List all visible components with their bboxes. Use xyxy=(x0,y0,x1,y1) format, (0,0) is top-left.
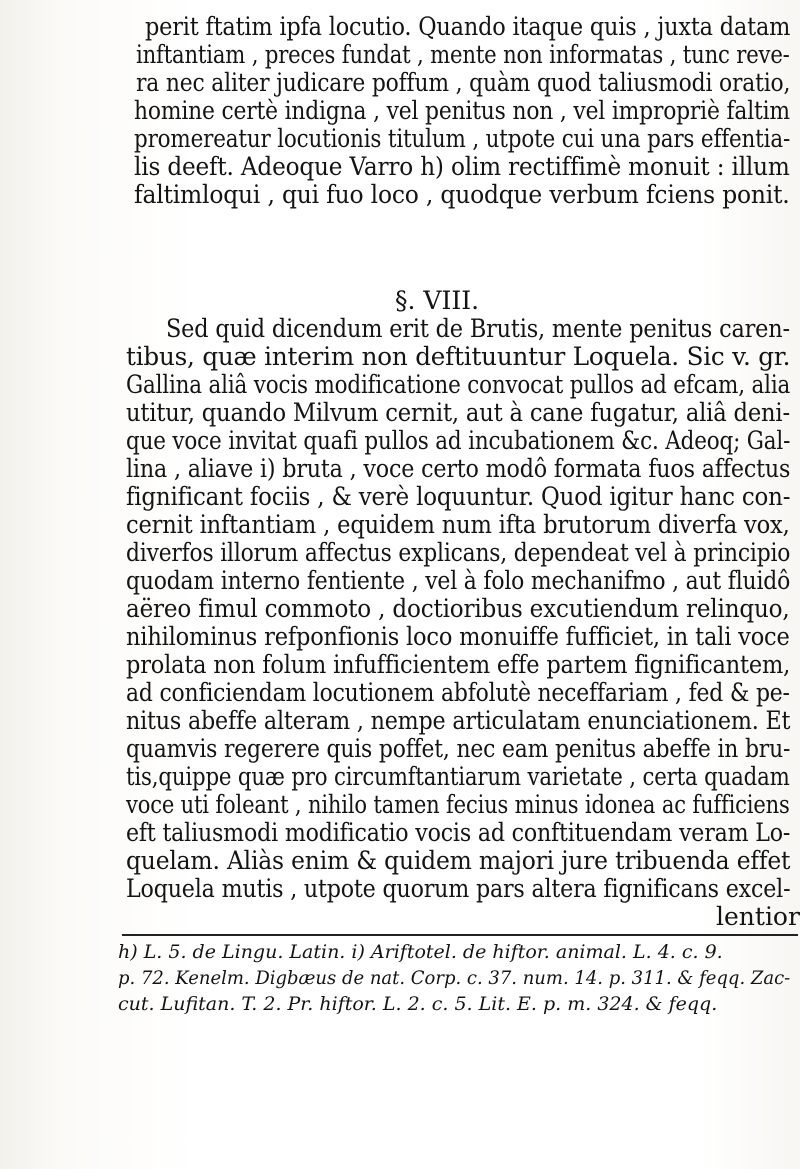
body-line-5: promereatur locutionis titulum , utpote cui una pars effentia- xyxy=(134,124,791,153)
section-line-13: prolata non folum infufficientem effe partem fignificantem, xyxy=(126,650,791,679)
section-line-16: quamvis regerere quis poffet, nec eam penitus abeffe in bru- xyxy=(126,734,791,763)
catchword: lentior xyxy=(716,902,800,931)
section-line-9: diverfos illorum affectus explicans, dependeat vel à principio xyxy=(126,538,791,567)
footnote-line-1: h) L. 5. de Lingu. Latin. i) Ariftotel. de hiftor. animal. L. 4. c. 9. xyxy=(118,941,723,963)
section-line-8: cernit inftantiam , equidem num ifta brutorum diverfa vox, xyxy=(126,510,790,539)
section-line-19: eft taliusmodi modificatio vocis ad conftituendam veram Lo- xyxy=(126,818,791,847)
footnote-line-2: p. 72. Kenelm. Digbæus de nat. Corp. c. 37. num. 14. p. 311. & feqq. Zac- xyxy=(118,967,791,989)
section-line-6: lina , aliave i) bruta , voce certo modô formata fuos affectus xyxy=(126,454,791,483)
body-line-2: inftantiam , preces fundat , mente non informatas , tunc reve- xyxy=(136,40,790,69)
section-line-7: fignificant fociis , & verè loquuntur. Quod igitur hanc con- xyxy=(126,482,791,511)
section-line-15: nitus abeffe alteram , nempe articulatam enunciationem. Et xyxy=(126,706,791,735)
footnote-line-3: cut. Lufitan. T. 2. Pr. hiftor. L. 2. c. 5. Lit. E. p. m. 324. & feqq. xyxy=(118,993,718,1015)
body-line-4: homine certè indigna , vel penitus non , vel impropriè faltim xyxy=(134,96,790,125)
body-line-7: faltimloqui , qui fuo loco , quodque verbum fciens ponit. xyxy=(134,180,790,209)
footnote-rule xyxy=(122,934,798,936)
section-line-2: tibus, quæ interim non deftituuntur Loquela. Sic v. gr. xyxy=(126,342,791,371)
section-line-4: utitur, quando Milvum cernit, aut à cane fugatur, aliâ deni- xyxy=(126,398,790,427)
body-line-1: perit ftatim ipfa locutio. Quando itaque quis , juxta datam xyxy=(145,12,791,41)
section-line-12: nihilominus refponfionis loco monuiffe fufficiet, in tali voce xyxy=(126,622,790,651)
section-line-14: ad conficiendam locutionem abfolutè neceffariam , fed & pe- xyxy=(126,678,790,707)
section-line-18: voce uti foleant , nihilo tamen fecius minus idonea ac fufficiens xyxy=(126,790,790,819)
section-line-1: Sed quid dicendum erit de Brutis, mente penitus caren- xyxy=(166,314,790,343)
section-line-5: que voce invitat quafi pullos ad incubationem &c. Adeoq; Gal- xyxy=(126,426,791,455)
section-heading: §. VIII. xyxy=(395,286,480,315)
body-line-3: ra nec aliter judicare poffum , quàm quod taliusmodi oratio, xyxy=(136,68,791,97)
section-line-10: quodam interno fentiente , vel à folo mechanifmo , aut fluidô xyxy=(126,566,791,595)
section-line-20: quelam. Aliàs enim & quidem majori jure tribuenda effet xyxy=(126,846,791,875)
section-line-3: Gallina aliâ vocis modificatione convocat pullos ad efcam, alia xyxy=(126,370,791,399)
section-line-21: Loquela mutis , utpote quorum pars altera fignificans excel- xyxy=(126,874,791,903)
section-line-17: tis,quippe quæ pro circumftantiarum varietate , certa quadam xyxy=(126,762,790,791)
section-line-11: aëreo fimul commoto , doctioribus excutiendum relinquo, xyxy=(126,594,790,623)
body-line-6: lis deeft. Adeoque Varro h) olim rectiffimè monuit : illum xyxy=(134,152,790,181)
